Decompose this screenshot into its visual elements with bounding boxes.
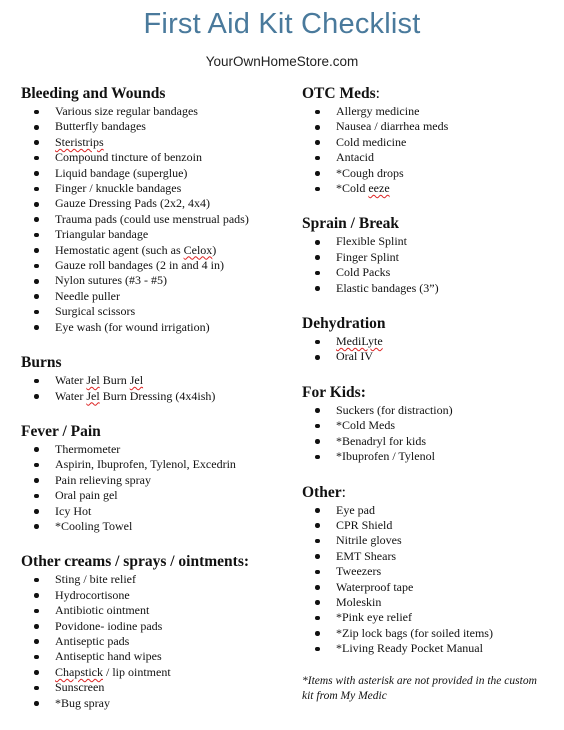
checklist-item-text: *Cold Meds bbox=[336, 418, 396, 433]
section-spacer bbox=[302, 296, 552, 314]
checklist-item-text: *Ibuprofen / Tylenol bbox=[336, 449, 435, 464]
checklist-item-text: *Living Ready Pocket Manual bbox=[336, 641, 483, 656]
checklist-item bbox=[302, 564, 552, 579]
section-spacer bbox=[21, 335, 291, 353]
checklist bbox=[21, 373, 291, 404]
checklist-item bbox=[21, 258, 291, 273]
left-column bbox=[21, 84, 291, 711]
checklist-item-text: Surgical scissors bbox=[55, 304, 136, 319]
section-heading bbox=[21, 422, 291, 441]
checklist-item bbox=[302, 580, 552, 595]
checklist-item-text: Sunscreen bbox=[55, 680, 105, 695]
footnote: *Items with asterisk are not provided in the custom kit from My Medic bbox=[302, 674, 537, 702]
section-heading bbox=[302, 84, 552, 103]
checklist bbox=[302, 403, 552, 465]
checklist bbox=[302, 334, 552, 365]
checklist-item-text: Liquid bandage (superglue) bbox=[55, 165, 188, 180]
checklist-item bbox=[302, 595, 552, 610]
checklist-item-text: Gauze roll bandages (2 in and 4 in) bbox=[55, 258, 224, 273]
checklist-item-text: MediLyte bbox=[336, 334, 383, 349]
checklist-item-text: Sting / bite relief bbox=[55, 572, 136, 587]
checklist-item-text: Nylon sutures (#3 - #5) bbox=[55, 273, 167, 288]
section-heading bbox=[302, 314, 552, 333]
checklist-item bbox=[21, 273, 291, 288]
checklist-item-text: Pain relieving spray bbox=[55, 472, 151, 487]
section-fever-pain bbox=[21, 422, 291, 534]
checklist-item-text: Nausea / diarrhea meds bbox=[336, 119, 449, 134]
checklist-item-text: Antacid bbox=[336, 150, 374, 165]
checklist-item bbox=[302, 281, 552, 296]
checklist-item-text: Suckers (for distraction) bbox=[336, 402, 453, 417]
checklist-item bbox=[21, 457, 291, 472]
section-bleeding-and-wounds bbox=[21, 84, 291, 335]
checklist-item-text: Steristrips bbox=[55, 134, 104, 149]
right-column bbox=[302, 84, 552, 704]
section-heading-colon: : bbox=[375, 85, 380, 102]
checklist bbox=[302, 503, 552, 657]
checklist-item-text: Chapstick / lip ointment bbox=[55, 664, 171, 679]
checklist-item-text: *Zip lock bags (for soiled items) bbox=[336, 625, 493, 640]
checklist bbox=[21, 572, 291, 711]
section-spacer bbox=[21, 534, 291, 552]
section-heading-text: For Kids: bbox=[302, 383, 366, 401]
checklist-item bbox=[302, 418, 552, 433]
section-heading-text: Burns bbox=[21, 354, 62, 372]
checklist-item-text: Allergy medicine bbox=[336, 104, 420, 118]
checklist-item-text: Needle puller bbox=[55, 288, 120, 303]
checklist-item bbox=[302, 104, 552, 119]
checklist-item-text: Elastic bandages (3”) bbox=[336, 280, 439, 295]
section-spacer bbox=[21, 404, 291, 422]
checklist-item bbox=[302, 250, 552, 265]
checklist-item-text: Eye pad bbox=[336, 502, 375, 517]
checklist-item-text: Antiseptic hand wipes bbox=[55, 649, 162, 664]
checklist-item bbox=[21, 473, 291, 488]
checklist-item bbox=[302, 434, 552, 449]
checklist-item-text: Eye wash (for wound irrigation) bbox=[55, 319, 210, 334]
section-spacer bbox=[302, 365, 552, 383]
checklist-item bbox=[21, 289, 291, 304]
checklist bbox=[302, 104, 552, 196]
checklist-item-text: *Bug spray bbox=[55, 695, 110, 710]
checklist-item bbox=[302, 518, 552, 533]
checklist-item-text: Oral pain gel bbox=[55, 488, 118, 503]
checklist-item-text: Butterfly bandages bbox=[55, 119, 146, 134]
checklist-item-text: Flexible Splint bbox=[336, 234, 408, 249]
checklist-item bbox=[302, 119, 552, 134]
checklist-item bbox=[21, 227, 291, 242]
checklist-item-text: Nitrile gloves bbox=[336, 533, 402, 548]
checklist-item-text: Hydrocortisone bbox=[55, 587, 130, 602]
section-heading bbox=[21, 353, 291, 372]
checklist-item bbox=[21, 243, 291, 258]
checklist-item bbox=[21, 696, 291, 711]
checklist-item bbox=[302, 150, 552, 165]
checklist-item bbox=[21, 519, 291, 534]
section-burns bbox=[21, 353, 291, 404]
section-other bbox=[302, 483, 552, 657]
checklist-item-text: Oral IV bbox=[336, 349, 373, 364]
checklist-item bbox=[21, 504, 291, 519]
checklist-item bbox=[21, 389, 291, 404]
checklist-item-text: Hemostatic agent (such as Celox) bbox=[55, 242, 217, 257]
checklist-item bbox=[21, 166, 291, 181]
section-spacer bbox=[302, 465, 552, 483]
checklist-item bbox=[21, 212, 291, 227]
checklist-item bbox=[302, 349, 552, 364]
checklist-item bbox=[302, 610, 552, 625]
checklist-item bbox=[302, 503, 552, 518]
checklist-item-text: Trauma pads (could use menstrual pads) bbox=[55, 211, 249, 226]
checklist-item bbox=[21, 572, 291, 587]
section-heading bbox=[21, 84, 291, 103]
checklist-item-text: Aspirin, Ibuprofen, Tylenol, Excedrin bbox=[55, 457, 236, 472]
checklist-item-text: Water Jel Burn Dressing (4x4ish) bbox=[55, 388, 216, 403]
checklist-item bbox=[21, 680, 291, 695]
checklist bbox=[21, 442, 291, 534]
checklist-item bbox=[21, 135, 291, 150]
checklist-item bbox=[302, 641, 552, 656]
section-heading bbox=[302, 214, 552, 233]
checklist-item bbox=[302, 234, 552, 249]
section-heading bbox=[302, 483, 552, 502]
checklist-item bbox=[302, 533, 552, 548]
checklist-item-text: Finger / knuckle bandages bbox=[55, 181, 182, 196]
section-heading-text: Dehydration bbox=[302, 315, 386, 333]
checklist-item bbox=[21, 634, 291, 649]
checklist-item-text: Povidone- iodine pads bbox=[55, 618, 163, 633]
section-heading bbox=[302, 383, 552, 402]
section-heading-colon: : bbox=[341, 483, 346, 501]
section-heading-text: OTC Meds bbox=[302, 85, 376, 102]
section-sprain-break bbox=[302, 214, 552, 296]
checklist-item-text: Triangular bandage bbox=[55, 227, 149, 242]
checklist-item bbox=[21, 488, 291, 503]
checklist-item-text: Thermometer bbox=[55, 441, 121, 456]
checklist-item bbox=[302, 449, 552, 464]
checklist bbox=[21, 104, 291, 335]
section-other-creams-sprays-ointments bbox=[21, 552, 291, 711]
checklist-item bbox=[302, 626, 552, 641]
checklist-item bbox=[21, 104, 291, 119]
checklist-item bbox=[21, 588, 291, 603]
checklist-item bbox=[302, 135, 552, 150]
checklist-item-text: Icy Hot bbox=[55, 503, 92, 518]
checklist-item bbox=[21, 603, 291, 618]
checklist-item-text: *Pink eye relief bbox=[336, 610, 412, 625]
checklist-item bbox=[302, 403, 552, 418]
checklist-item-text: Cold Packs bbox=[336, 265, 391, 280]
checklist-item bbox=[302, 181, 552, 196]
checklist bbox=[302, 234, 552, 296]
checklist-item bbox=[21, 196, 291, 211]
section-heading bbox=[21, 552, 291, 571]
checklist-item bbox=[21, 119, 291, 134]
checklist-item-text: Tweezers bbox=[336, 564, 382, 579]
checklist-item bbox=[21, 619, 291, 634]
checklist-item bbox=[21, 320, 291, 335]
checklist-item bbox=[302, 166, 552, 181]
checklist-item bbox=[21, 442, 291, 457]
checklist-item-text: Antibiotic ointment bbox=[55, 603, 150, 618]
page-title: First Aid Kit Checklist bbox=[143, 8, 421, 40]
checklist-item-text: *Cough drops bbox=[336, 165, 404, 180]
checklist-item-text: Waterproof tape bbox=[336, 579, 414, 594]
section-heading-text: Other bbox=[302, 483, 342, 501]
checklist-item bbox=[21, 181, 291, 196]
checklist-item-text: *Benadryl for kids bbox=[336, 433, 426, 448]
section-spacer bbox=[302, 196, 552, 214]
section-heading-text: Fever / Pain bbox=[21, 422, 101, 440]
checklist-item-text: Moleskin bbox=[336, 594, 382, 609]
section-heading-text: Sprain / Break bbox=[302, 215, 400, 233]
checklist-item-text: Various size regular bandages bbox=[55, 104, 198, 118]
site-name: YourOwnHomeStore.com bbox=[205, 54, 359, 69]
section-for-kids bbox=[302, 383, 552, 465]
section-otc-meds bbox=[302, 84, 552, 196]
section-heading-text: Bleeding and Wounds bbox=[21, 85, 166, 102]
checklist-item bbox=[21, 665, 291, 680]
checklist-item-text: Antiseptic pads bbox=[55, 633, 130, 648]
section-heading-text: Other creams / sprays / ointments: bbox=[21, 553, 250, 571]
checklist-item bbox=[21, 373, 291, 388]
checklist-item-text: EMT Shears bbox=[336, 548, 397, 563]
checklist-item-text: *Cooling Towel bbox=[55, 518, 133, 533]
checklist-item-text: *Cold eeze bbox=[336, 181, 390, 196]
checklist-item-text: Gauze Dressing Pads (2x2, 4x4) bbox=[55, 196, 210, 211]
checklist-item-text: Finger Splint bbox=[336, 249, 400, 264]
checklist-item bbox=[21, 150, 291, 165]
checklist-item bbox=[21, 304, 291, 319]
checklist-item bbox=[302, 334, 552, 349]
checklist-item bbox=[302, 549, 552, 564]
checklist-item-text: Water Jel Burn Jel bbox=[55, 373, 144, 388]
section-dehydration bbox=[302, 314, 552, 365]
checklist-item bbox=[21, 649, 291, 664]
checklist-item-text: Compound tincture of benzoin bbox=[55, 150, 202, 165]
checklist-item bbox=[302, 265, 552, 280]
checklist-item-text: CPR Shield bbox=[336, 517, 393, 532]
checklist-item-text: Cold medicine bbox=[336, 134, 407, 149]
